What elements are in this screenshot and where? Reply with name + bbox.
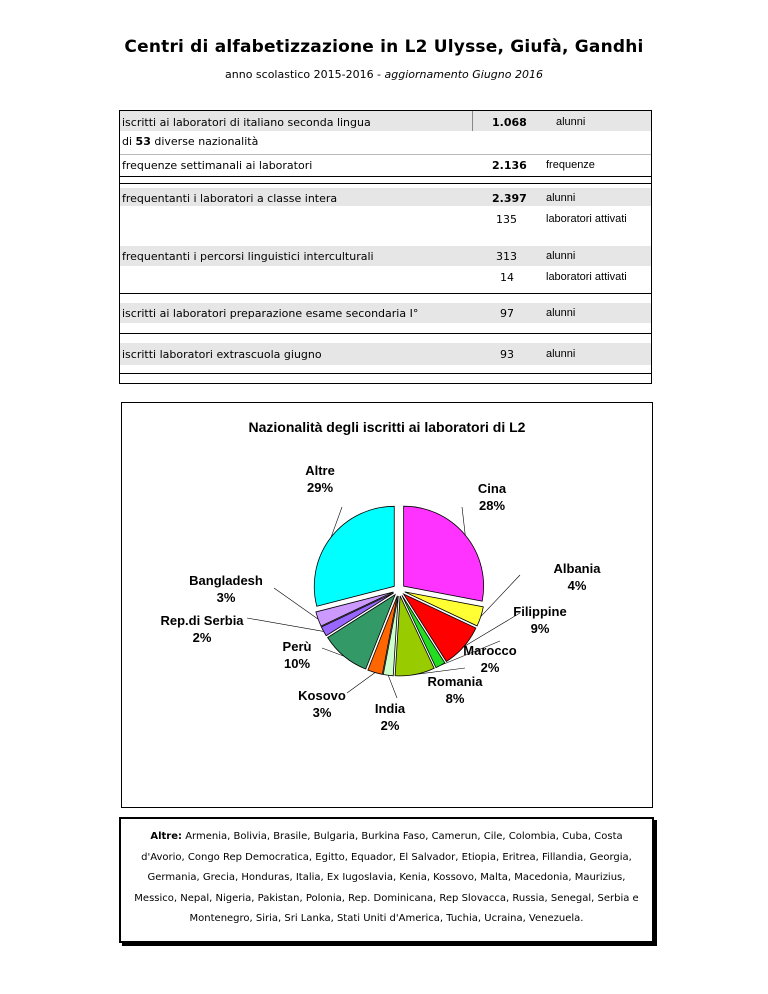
divider	[120, 154, 651, 155]
slice-label: Bangladesh	[189, 573, 263, 588]
slice-label: Perù	[282, 639, 312, 654]
leader-line	[388, 675, 397, 698]
divider	[120, 373, 651, 374]
altre-note	[129, 827, 644, 930]
pie-slice-altre	[314, 506, 394, 606]
altre-countries: Armenia, Bolivia, Brasile, Bulgaria, Burkina Faso, Camerun, Cile, Colombia, Cuba, Costa d'Avorio, Congo Rep Democratica, Egitto, Equador, El Salvador, Etiopia, Eritrea, Fillandia, Georgia, Germania, Grecia, Honduras, Italia, Ex Iugoslavia, Kenia, Kossovo, Malta, Macedonia, Maurizius, Messico, Nepal, Nigeria, Pakistan, Polonia, Rep. Dominicana, Rep Slovacca, Russia, Senegal, Serbia e Montenegro, Siria, Sri Lanka, Stati Uniti d'America, Tuchia, Ucraina, Venezuela.	[134, 831, 639, 924]
slice-label: India	[374, 701, 406, 716]
stat-value: 2.136	[492, 159, 527, 172]
stat-label-suffix: diverse nazionalità	[150, 135, 259, 148]
stat-label	[122, 135, 258, 148]
stat-label: iscritti laboratori extrascuola giugno	[122, 348, 322, 361]
divider	[120, 333, 651, 334]
stat-label: iscritti ai laboratori preparazione esame secondaria I°	[122, 307, 419, 320]
divider	[120, 176, 651, 177]
stat-unit: laboratori attivati	[546, 271, 627, 283]
stat-value: 2.397	[492, 192, 527, 205]
slice-percent: 29%	[306, 480, 334, 495]
slice-percent: 8%	[445, 691, 465, 706]
slice-label: Kosovo	[298, 688, 346, 703]
slice-percent: 9%	[530, 621, 550, 636]
slice-percent: 3%	[312, 705, 332, 720]
stat-unit: alunni	[546, 348, 576, 360]
slice-label: Rep.di Serbia	[160, 613, 244, 628]
leader-line	[274, 588, 318, 619]
slice-label: Altre	[305, 463, 335, 478]
nationality-count: 53	[135, 135, 151, 148]
divider	[120, 183, 651, 184]
stat-value: 313	[496, 250, 517, 263]
stat-label: frequentanti i laboratori a classe intera	[122, 192, 338, 205]
slice-label: Albania	[553, 561, 601, 576]
slice-label: Marocco	[463, 643, 517, 658]
slice-percent: 4%	[567, 578, 587, 593]
stat-label-prefix: di	[122, 135, 136, 148]
stats-table	[119, 110, 652, 384]
pie-slice-cina	[404, 506, 484, 601]
slice-percent: 2%	[380, 718, 400, 733]
stat-label: iscritti ai laboratori di italiano seconda lingua	[122, 116, 371, 129]
page-subtitle	[0, 68, 768, 81]
stat-unit: alunni	[546, 250, 576, 262]
divider	[120, 293, 651, 294]
pie-chart-box	[121, 402, 653, 808]
altre-note-box	[119, 817, 654, 943]
divider	[472, 111, 473, 131]
slice-label: Filippine	[513, 604, 567, 619]
slice-percent: 28%	[478, 498, 506, 513]
altre-heading: Altre:	[150, 831, 183, 842]
leader-line	[247, 618, 324, 631]
stat-value: 135	[496, 213, 517, 226]
stat-label: frequenze settimanali ai laboratori	[122, 159, 313, 172]
stat-value: 97	[500, 307, 514, 320]
slice-label: Romania	[427, 674, 483, 689]
stat-unit: alunni	[546, 192, 576, 204]
slice-percent: 10%	[283, 656, 311, 671]
stat-unit: alunni	[546, 307, 576, 319]
subtitle-year: anno scolastico 2015-2016 -	[225, 68, 385, 81]
stat-value: 14	[500, 271, 514, 284]
slice-percent: 2%	[480, 660, 500, 675]
page-title: Centri di alfabetizzazione in L2 Ulysse, Giufà, Gandhi	[124, 37, 644, 57]
stat-value: 1.068	[492, 116, 527, 129]
chart-title: Nazionalità degli iscritti ai laboratori di L2	[248, 419, 526, 435]
stat-unit: alunni	[556, 116, 586, 128]
stat-unit: laboratori attivati	[546, 213, 627, 225]
leader-line	[462, 507, 465, 535]
slice-percent: 3%	[216, 590, 236, 605]
stat-label: frequentanti i percorsi linguistici interculturali	[122, 250, 374, 263]
stat-value: 93	[500, 348, 514, 361]
leader-line	[347, 673, 375, 693]
pie-chart	[122, 403, 652, 807]
subtitle-update: aggiornamento Giugno 2016	[384, 68, 543, 81]
slice-label: Cina	[477, 481, 507, 496]
slice-percent: 2%	[192, 630, 212, 645]
stat-unit: frequenze	[546, 159, 595, 171]
